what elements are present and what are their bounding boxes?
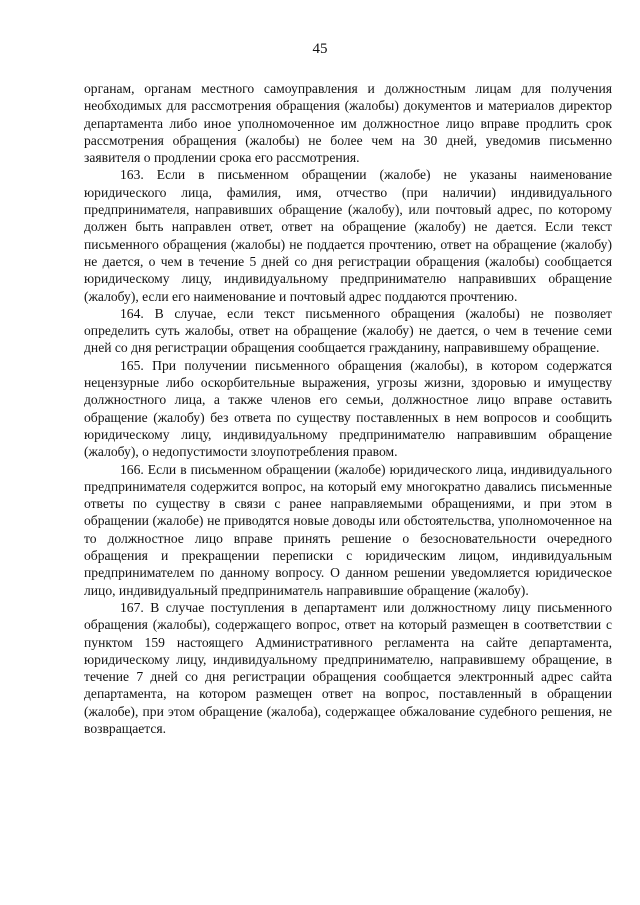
page-number: 45 (312, 41, 328, 57)
paragraph-166: 166. Если в письменном обращении (жалобе) юридического лица, индивидуального предпринимателя содержится вопрос, на который ему многократно давались письменные ответы по существу в связи с ранее направляемыми обращениями, и при этом в обращении (жалобе) не приводятся новые доводы или обстоятельства, уполномоченное на то должностное лицо вправе принять решение о безосновательности очередного обращения и прекращении переписки с юридическим лицом, индивидуальным предпринимателем по данному вопросу. О данном решении уведомляется юридическое лицо, индивидуальный предприниматель направившие обращение (жалобу). (84, 461, 612, 598)
paragraph-164: 164. В случае, если текст письменного обращения (жалобы) не позволяет определить суть жалобы, ответ на обращение (жалобу) не дается, о чем в течение семи дней со дня регистрации обращения сообщается гражданину, направившему обращение. (84, 305, 612, 356)
paragraph-167: 167. В случае поступления в департамент или должностному лицу письменного обращения (жалобы), содержащего вопрос, ответ на который размещен в соответствии с пунктом 159 настоящего Административного регламента на сайте департамента, юридическому лицу, индивидуальному предпринимателю, направившему обращение, в течение 7 дней со дня регистрации обращения сообщается электронный адрес сайта департамента, на котором размещен ответ на вопрос, поставленный в обращении (жалобе), при этом обращение (жалоба), содержащее обжалование судебного решения, не возвращается. (84, 599, 612, 736)
paragraph-165: 165. При получении письменного обращения (жалобы), в котором содержатся нецензурные либо оскорбительные выражения, угрозы жизни, здоровью и имуществу должностного лица, а также членов его семьи, должностное лицо вправе оставить обращение (жалобу) без ответа по существу поставленных в нем вопросов и сообщить юридическому лицу, индивидуальному предпринимателю направившим обращение (жалобу), о недопустимости злоупотребления правом. (84, 357, 612, 460)
document-body (84, 80, 612, 737)
paragraph-163: 163. Если в письменном обращении (жалобе) не указаны наименование юридического лица, фамилия, имя, отчество (при наличии) индивидуального предпринимателя, направивших обращение (жалобу), или почтовый адрес, по которому должен быть направлен ответ, ответ на обращение (жалобу) не дается. Если текст письменного обращения (жалобы) не поддается прочтению, ответ на обращение (жалобу) не дается, о чем в течение 5 дней со дня регистрации обращения (жалобы) сообщается юридическому лицу, индивидуальному предпринимателю направивших обращение (жалобу), если его наименование и почтовый адрес поддаются прочтению. (84, 167, 612, 304)
paragraph-continuation: органам, органам местного самоуправления и должностным лицам для получения необходимых для рассмотрения обращения (жалобы) документов и материалов директор департамента либо иное уполномоченное им должностное лицо вправе продлить срок рассмотрения обращения (жалобы) не более чем на 30 дней, уведомив письменно заявителя о продлении срока его рассмотрения. (84, 81, 612, 166)
